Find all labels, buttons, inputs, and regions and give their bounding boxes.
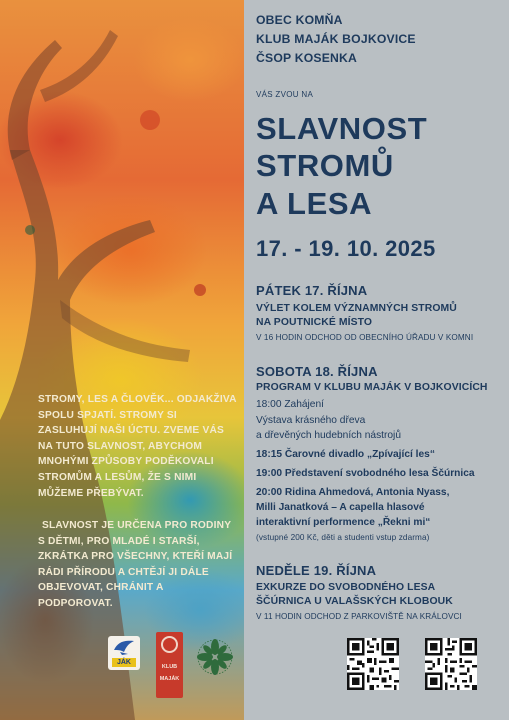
tree-trunk-graphic	[0, 0, 244, 720]
majak-logo-top: KLUB	[161, 664, 178, 670]
program-item: 20:00 Ridina Ahmedová, Antonia Nyass,	[256, 487, 450, 498]
intro-paragraph: STROMY, LES A ČLOVĚK... ODJAKŽIVA SPOLU SPJATÍ. STROMY SI ZASLUHUJÍ NAŠI ÚCTU. ZVEME VÁS NA TUTO SLAVNOST, ABYCHOM MNOHÝMI ZPŮSOBY PODĚKOVALI STROMŮM A LESŮM, ŽE S NIMI MŮŽEME PŘEBÝVAT.	[38, 394, 237, 499]
saturday-title: PROGRAM V KLUBU MAJÁK V BOJKOVICÍCH	[256, 382, 488, 393]
qr-code-2[interactable]	[425, 638, 477, 690]
event-title-line3: A LESA	[256, 186, 373, 221]
program-item: 19:00 Představení svobodného lesa Ščúrnica	[256, 468, 475, 479]
majak-logo-bottom: MAJÁK	[159, 676, 180, 682]
sunday-note: V 11 HODIN ODCHOD Z PARKOVIŠTĚ NA KRÁLOVCI	[256, 612, 462, 621]
friday-title-1: VÝLET KOLEM VÝZNAMNÝCH STROMŮ	[256, 303, 457, 314]
program-item: Výstava krásného dřeva	[256, 415, 366, 426]
invite-text: VÁS ZVOU NA	[256, 90, 314, 99]
jak-logo	[108, 636, 140, 670]
audience-paragraph: SLAVNOST JE URČENA PRO RODINY S DĚTMI, PRO MLADÉ I STARŠÍ, ZKRÁTKA PRO VŠECHNY, KTEŘÍ MAJÍ RÁDI PŘÍRODU A CHTĚJÍ JI DÁLE OBJEVOVAT, CHRÁNIT A PODPOROVAT.	[38, 520, 233, 609]
friday-title-2: NA POUTNICKÉ MÍSTO	[256, 317, 373, 328]
organizer-3: ČSOP KOSENKA	[256, 51, 358, 65]
organizer-1: OBEC KOMŇA	[256, 13, 343, 27]
leaf-star-icon	[196, 638, 234, 676]
bird-icon	[112, 638, 136, 656]
program-item: Milli Janatková – A capella hlasové	[256, 502, 425, 513]
event-title-line1: SLAVNOST	[256, 111, 428, 146]
csop-logo	[196, 638, 234, 676]
friday-heading: PÁTEK 17. ŘÍJNA	[256, 283, 368, 298]
program-item: 18:15 Čarovné divadlo „Zpívající les“	[256, 449, 435, 460]
sunday-title-2: ŠČÚRNICA U VALAŠSKÝCH KLOBOUK	[256, 596, 453, 607]
qr-code-icon	[425, 638, 477, 690]
sunday-heading: NEDĚLE 19. ŘÍJNA	[256, 563, 377, 578]
sunday-title-1: EXKURZE DO SVOBODNÉHO LESA	[256, 582, 436, 593]
event-title-line2: STROMŮ	[256, 148, 394, 183]
event-dates: 17. - 19. 10. 2025	[256, 236, 436, 261]
spiral-icon	[161, 636, 178, 653]
qr-code-icon	[347, 638, 399, 690]
partner-logos	[108, 632, 238, 682]
saturday-heading: SOBOTA 18. ŘÍJNA	[256, 364, 378, 379]
organizer-2: KLUB MAJÁK BOJKOVICE	[256, 32, 416, 46]
program-item: a dřevěných hudebních nástrojů	[256, 430, 401, 441]
tree-painting	[0, 0, 244, 720]
qr-code-1[interactable]	[347, 638, 399, 690]
jak-logo-label: JÁK	[112, 658, 136, 667]
program-item: interaktivní performence „Řekni mi“	[256, 517, 431, 528]
saturday-note: (vstupné 200 Kč, děti a studenti vstup zdarma)	[256, 533, 430, 542]
majak-logo	[156, 632, 183, 698]
program-item: 18:00 Zahájení	[256, 399, 324, 410]
friday-note: V 16 HODIN ODCHOD OD OBECNÍHO ÚŘADU V KOMNI	[256, 333, 474, 342]
